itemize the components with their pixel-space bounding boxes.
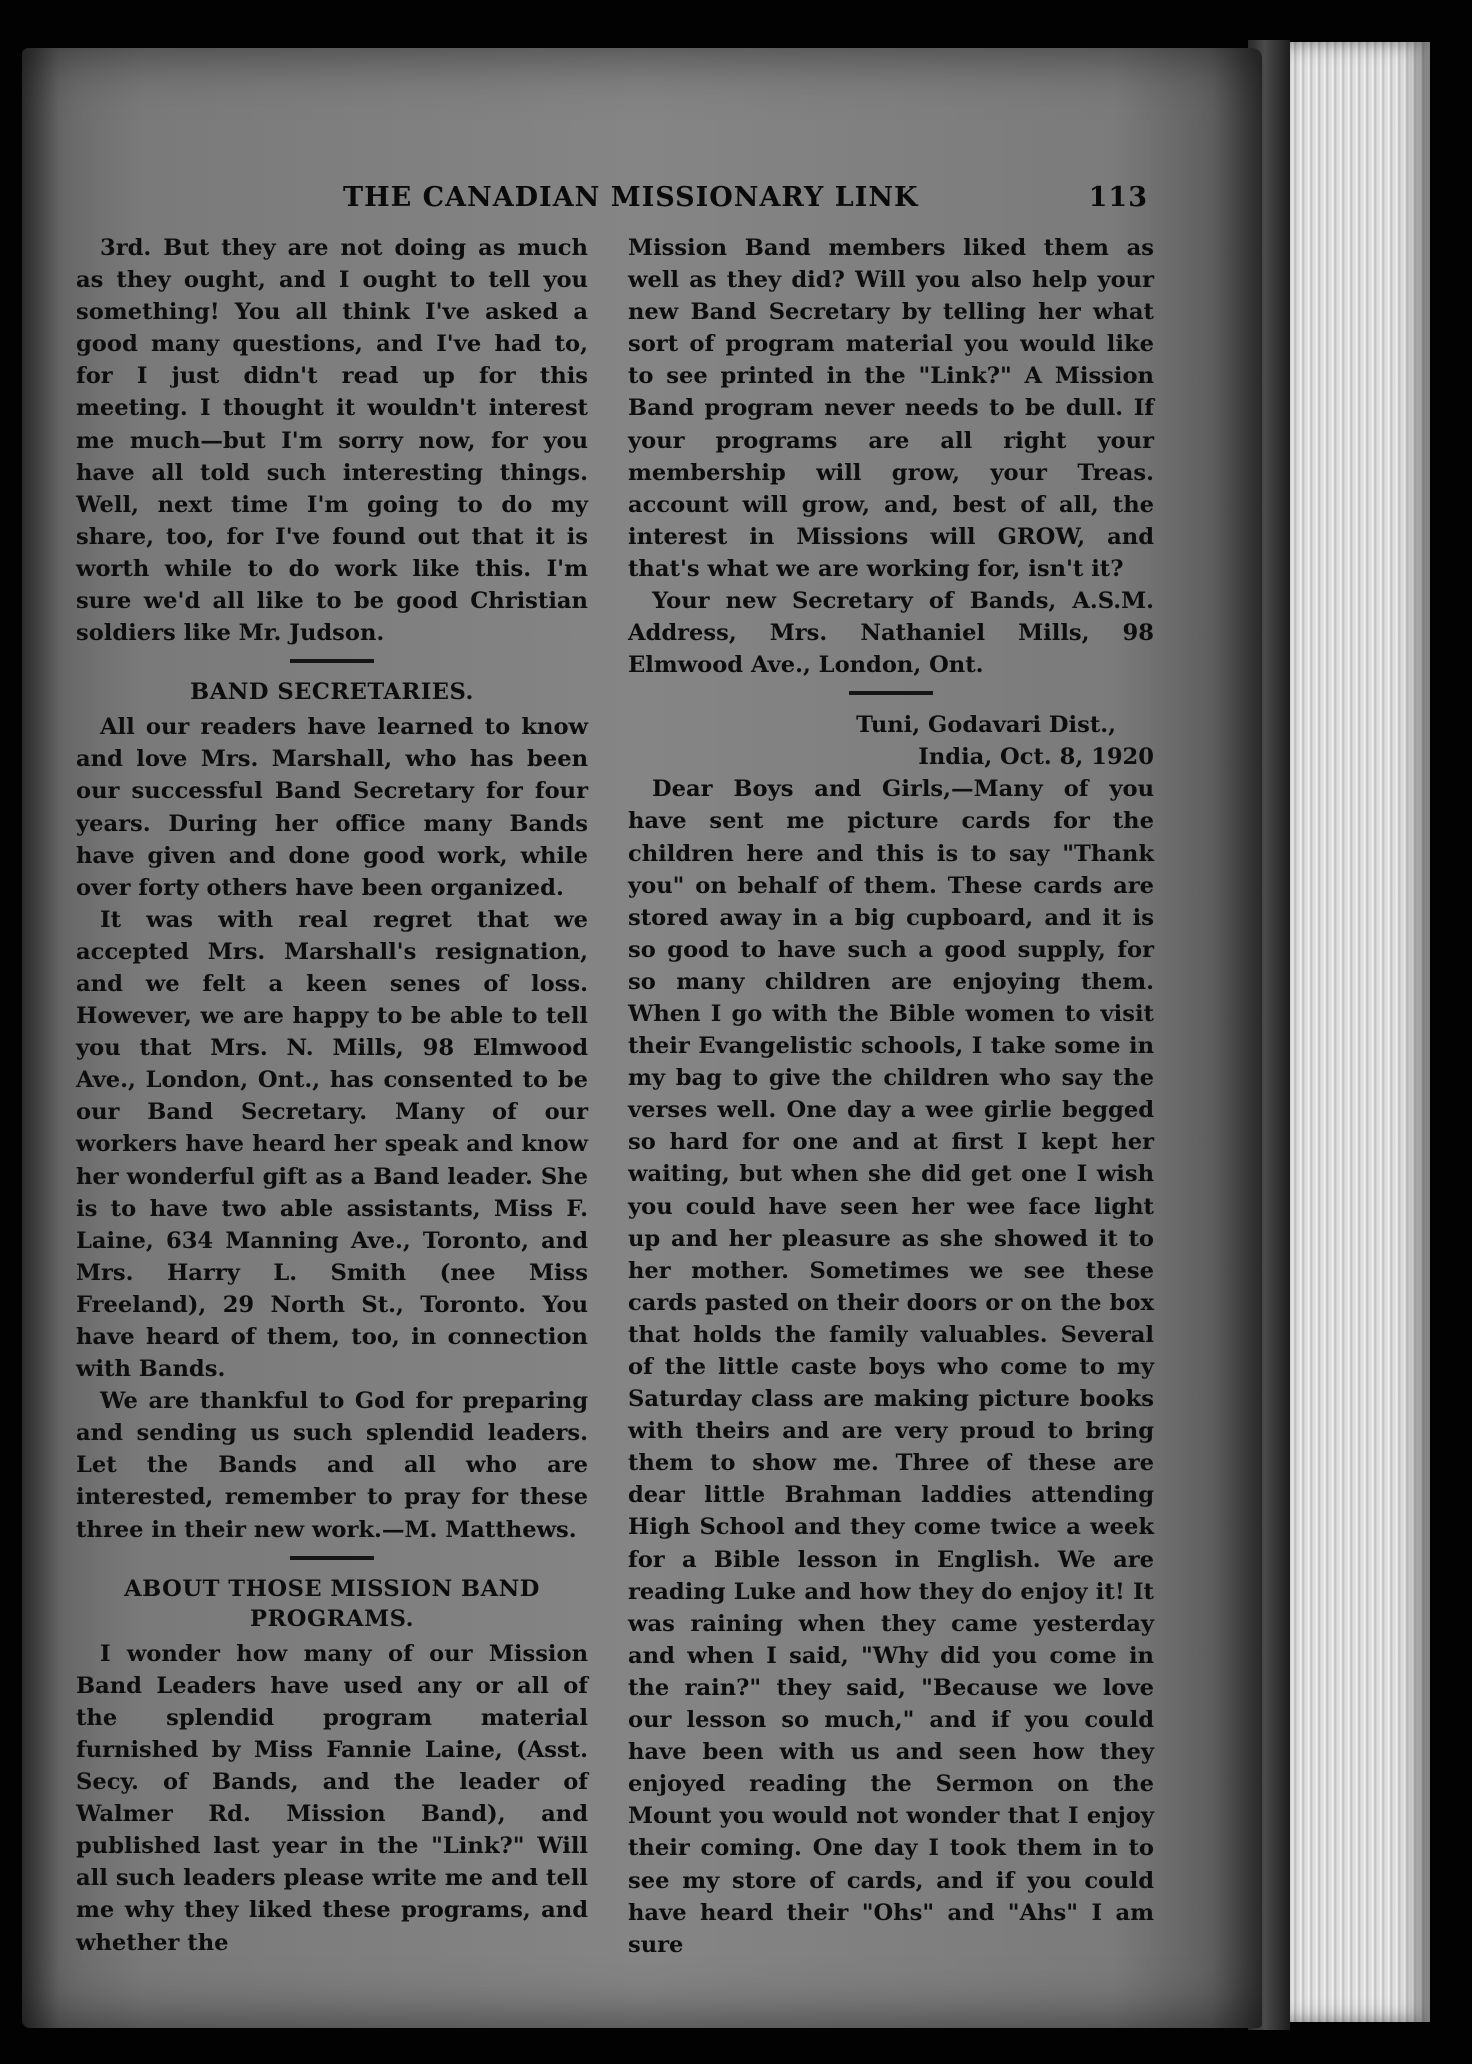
letter-body: Dear Boys and Girls,—Many of you have sent me picture cards for the children here and this is to say "Thank you" on behalf of them. These cards are stored away in a big cupboard, and it is so good to have such a good supply, for so many children are enjoying them. When I go with the Bible women to visit their Evangelistic schools, I take some in my bag to give the children who say the verses well. One day a wee girlie begged so hard for one and at first I kept her waiting, but when she did get one I wish you could have seen her wee face light up and her pleasure as she showed it to her mother. Sometimes we see these cards pasted on their doors or on the box that holds the family valuables. Several of the little caste boys who come to my Saturday class are making picture books with theirs and are very proud to bring them to show me. Three of these are dear little Brahman laddies attending High School and they come twice a week for a Bible lesson in English. We are reading Luke and how they do enjoy it! It was raining when they came yesterday and when I said, "Why did you come in the rain?" they said, "Because we love our lesson so much," and if you could have been with us and seen how they enjoyed reading the Sermon on the Mount you would not wonder that I enjoy their coming. One day I took them in to see my store of cards, and if you could have heard their "Ohs" and "Ahs" I am sure	[628, 776, 1154, 1958]
letter-dateline	[628, 709, 1154, 773]
programs-paragraph: I wonder how many of our Mission Band Leaders have used any or all of the splendid program material furnished by Miss Fannie Laine, (Asst. Secy. of Bands, and the leader of Walmer Rd. Mission Band), and published last year in the "Link?" Will all such leaders please write me and tell me why they liked these programs, and whether the	[76, 1640, 588, 1956]
right-column	[628, 232, 1154, 1961]
section-separator	[290, 659, 374, 663]
running-title: THE CANADIAN MISSIONARY LINK	[343, 182, 919, 213]
body-paragraph: It was with real regret that we accepted Mrs. Marshall's resignation, and we felt a keen senes of loss. However, we are happy to be able to tell you that Mrs. N. Mills, 98 Elmwood Ave., London, Ont., has consented to be our Band Secretary. Many of our workers have heard her speak and know her wonderful gift as a Band leader. She is to have two able assistants, Miss F. Laine, 634 Manning Ave., Toronto, and Mrs. Harry L. Smith (nee Miss Freeland), 29 North St., Toronto. You have heard of them, too, in connection with Bands.	[76, 906, 588, 1383]
letter-date: India, Oct. 8, 1920	[918, 744, 1154, 771]
band-secretaries-heading: BAND SECRETARIES.	[190, 679, 474, 706]
page-edges	[1290, 42, 1430, 2022]
page-number: 113	[1088, 182, 1148, 213]
programs-heading-line1: ABOUT THOSE MISSION BAND	[124, 1575, 540, 1602]
programs-heading	[76, 1574, 588, 1634]
signature-block: Your new Secretary of Bands, A.S.M. Address, Mrs. Nathaniel Mills, 98 Elmwood Ave., London, Ont.	[628, 588, 1154, 679]
section-separator	[290, 1556, 374, 1560]
programs-heading-line2: PROGRAMS.	[250, 1605, 414, 1632]
page-header	[88, 182, 1158, 222]
programs-paragraph-continued: Mission Band members liked them as well as they did? Will you also help your new Band Secretary by telling her what sort of program material you would like to see printed in the "Link?" A Mission Band program never needs to be dull. If your programs are all right your membership will grow, your Treas. account will grow, and, best of all, the interest in Missions will GROW, and that's what we are working for, isn't it?	[628, 235, 1154, 582]
letter-place: Tuni, Godavari Dist.,	[856, 712, 1116, 739]
body-paragraph: All our readers have learned to know and love Mrs. Marshall, who has been our successful Band Secretary for four years. During her office many Bands have given and done good work, while over forty others have been organized.	[76, 714, 588, 901]
body-paragraph: We are thankful to God for preparing and sending us such splendid leaders. Let the Bands and all who are interested, remember to pray for these three in their new work.—M. Matthews.	[76, 1388, 588, 1543]
left-column	[76, 232, 588, 1959]
section-separator	[849, 691, 933, 695]
continued-paragraph: 3rd. But they are not doing as much as they ought, and I ought to tell you something! You all think I've asked a good many questions, and I've had to, for I just didn't read up for this meeting. I thought it wouldn't interest me much—but I'm sorry now, for you have all told such interesting things. Well, next time I'm going to do my share, too, for I've found out that it is worth while to do work like this. I'm sure we'd all like to be good Christian soldiers like Mr. Judson.	[76, 235, 588, 647]
